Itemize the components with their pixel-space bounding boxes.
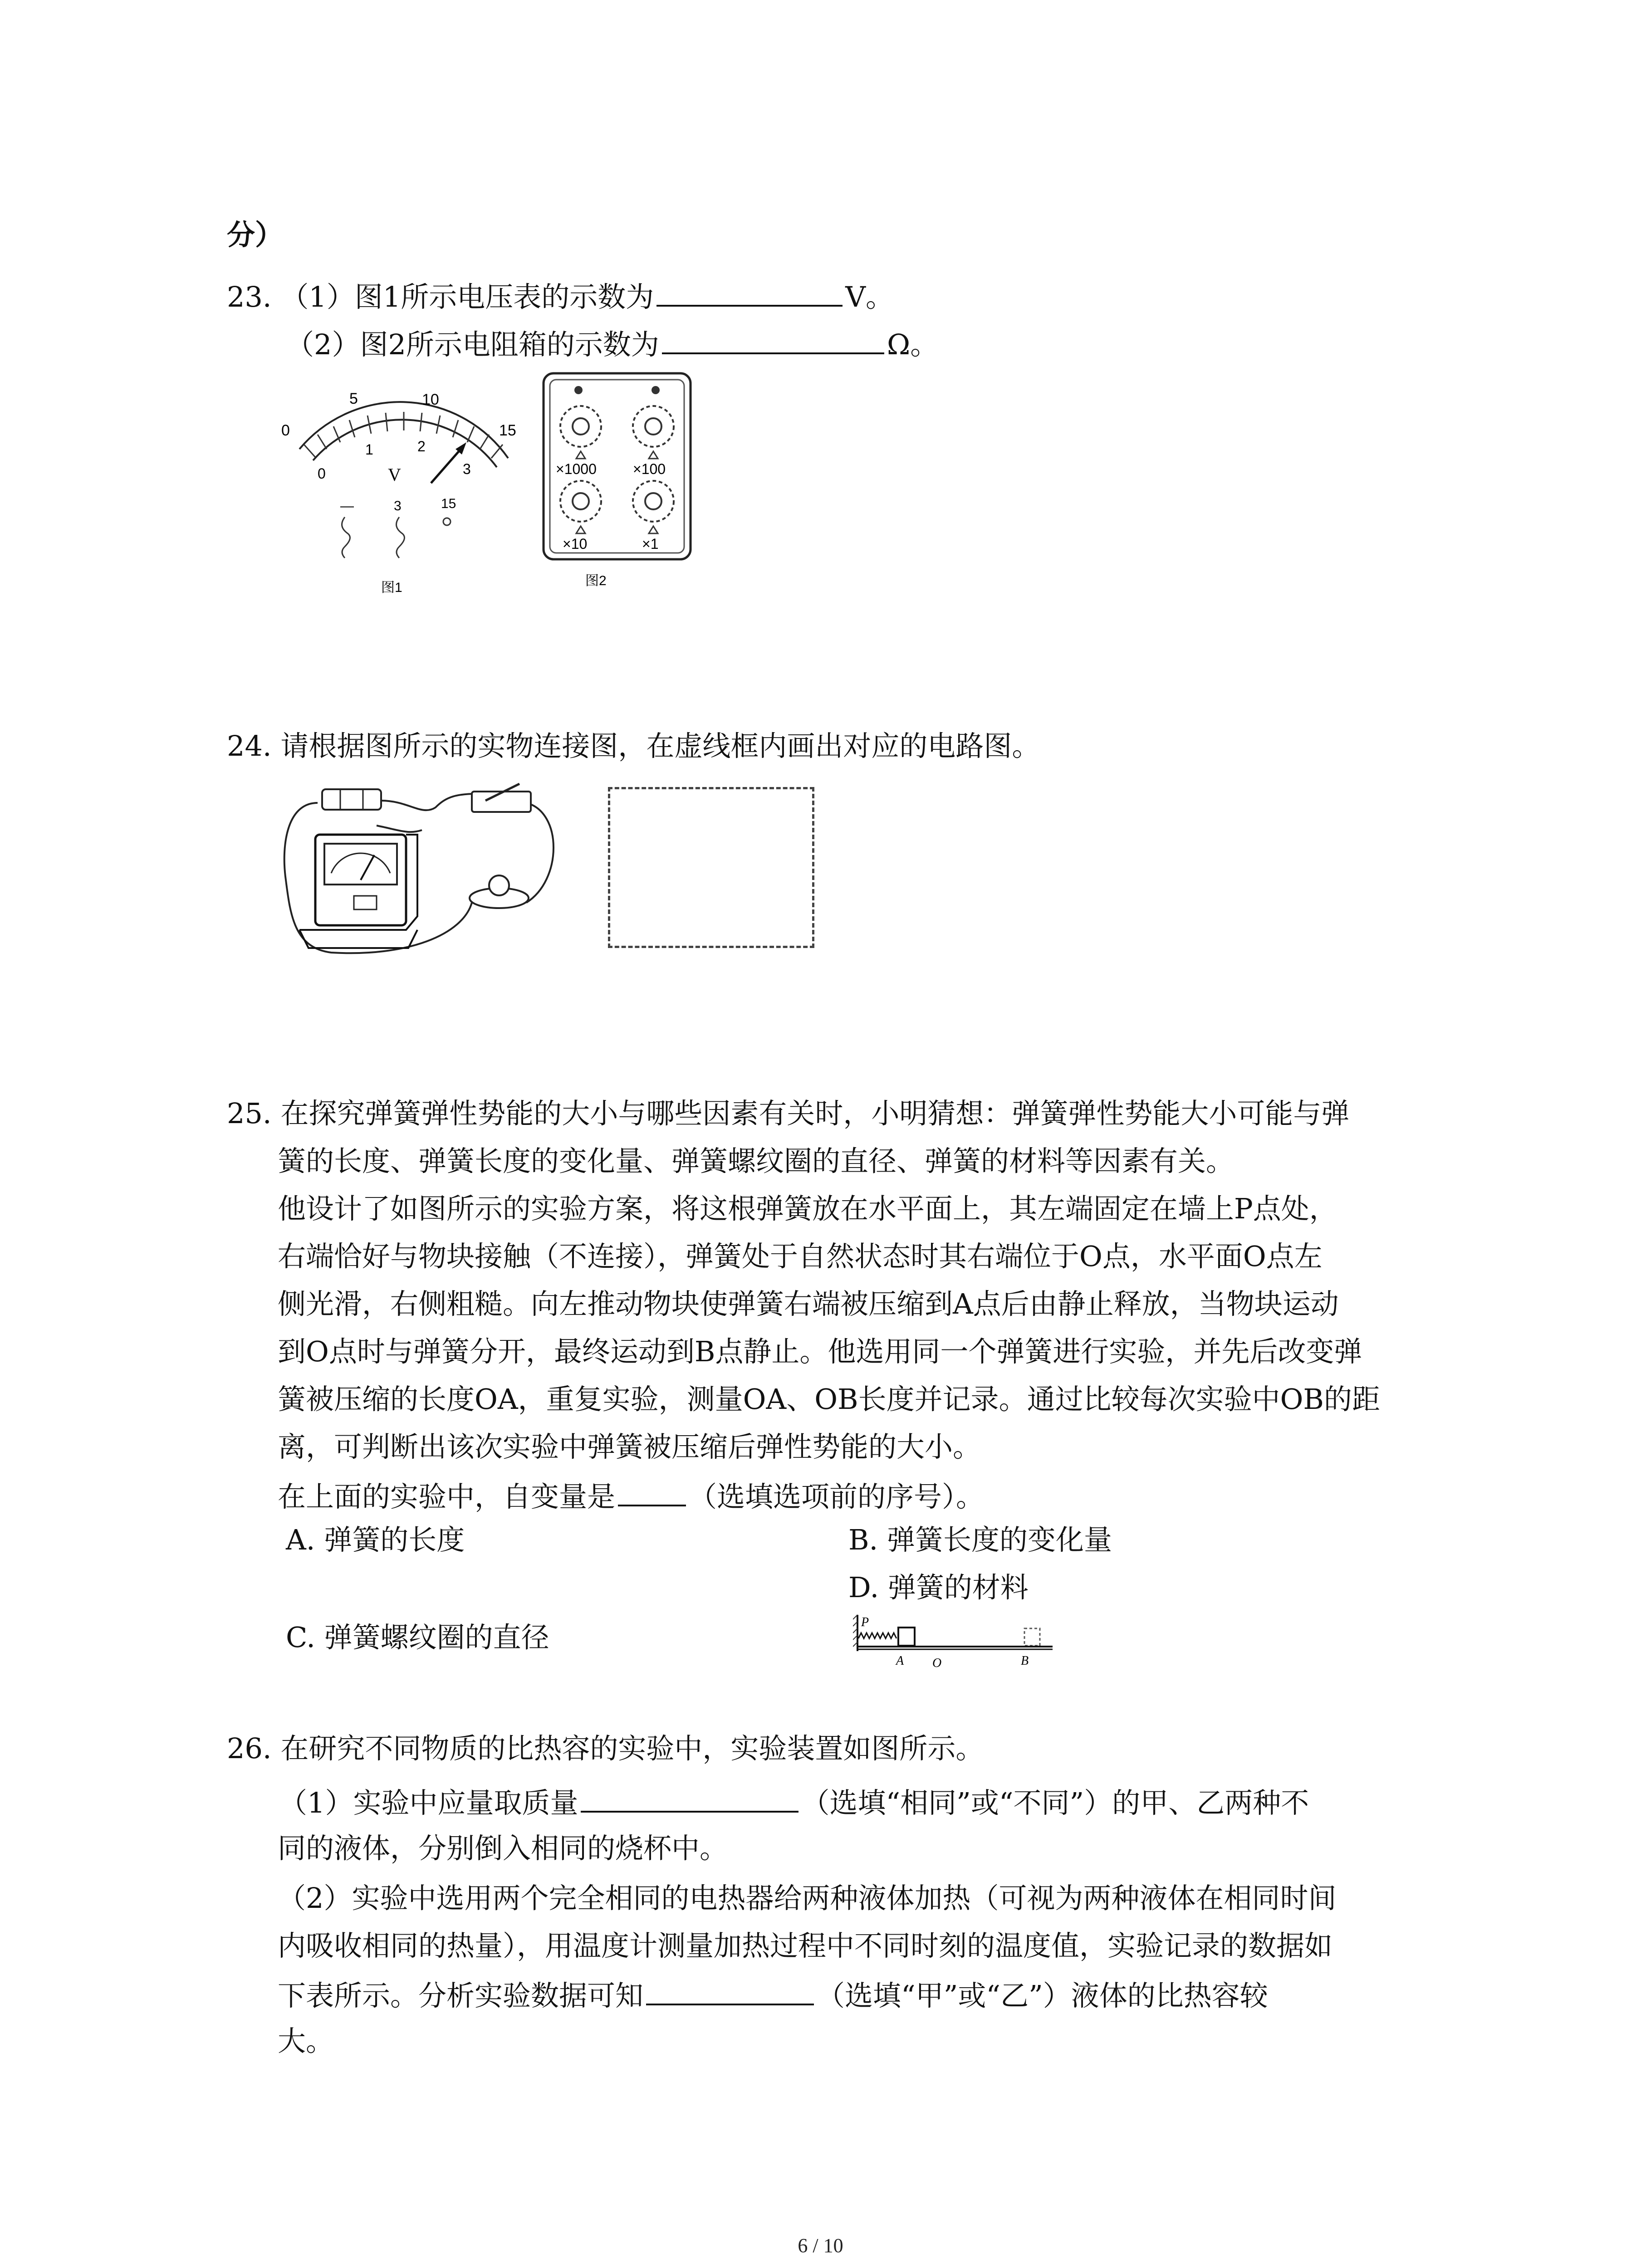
question-text: 侧光滑，右侧粗糙。向左推动物块使弹簧右端被压缩到A点后由静止释放，当物块运动 bbox=[278, 1287, 1339, 1320]
point-label: B bbox=[1021, 1654, 1029, 1668]
block-final-position bbox=[1024, 1628, 1040, 1646]
dial-multiplier: ×100 bbox=[633, 461, 666, 477]
terminal-label: 15 bbox=[441, 496, 456, 511]
scale-bottom-tick: 1 bbox=[365, 441, 373, 458]
question-number: 24. bbox=[227, 729, 272, 763]
question-23-line2 bbox=[286, 324, 938, 363]
spring bbox=[858, 1633, 896, 1638]
section-header-fragment: 分） bbox=[227, 218, 284, 251]
dial-multiplier: ×1000 bbox=[556, 461, 597, 477]
question-text: （2）实验中选用两个完全相同的电热器给两种液体加热（可视为两种液体在相同时间 bbox=[278, 1882, 1337, 1915]
question-text: 下表所示。分析实验数据可知 bbox=[278, 1979, 644, 2012]
scale-top-tick: 10 bbox=[422, 391, 439, 408]
page-number: 6 / 10 bbox=[798, 2234, 843, 2257]
question-24 bbox=[227, 728, 1040, 764]
question-26-part2-line3 bbox=[278, 1975, 1268, 2014]
option-b[interactable]: B. 弹簧长度的变化量 bbox=[848, 1523, 1112, 1556]
question-number: 23. bbox=[227, 280, 272, 313]
question-text: 在上面的实验中，自变量是 bbox=[278, 1480, 616, 1513]
terminal-label: 3 bbox=[394, 499, 402, 513]
figure-caption: 图1 bbox=[381, 580, 402, 595]
question-text: （1）图1所示电压表的示数为 bbox=[280, 280, 654, 313]
unit-label: V bbox=[388, 464, 401, 485]
scale-top-tick: 5 bbox=[349, 390, 358, 407]
question-text: （1）实验中应量取质量 bbox=[279, 1786, 578, 1819]
option-d[interactable]: D. 弹簧的材料 bbox=[848, 1571, 1029, 1604]
question-text: 到O点时与弹簧分开，最终运动到B点静止。他选用同一个弹簧进行实验，并先后改变弹 bbox=[278, 1335, 1362, 1368]
answer-blank[interactable] bbox=[662, 324, 884, 354]
question-text: 内吸收相同的热量），用温度计测量加热过程中不同时刻的温度值，实验记录的数据如 bbox=[278, 1929, 1333, 1962]
block bbox=[898, 1628, 915, 1646]
answer-blank[interactable] bbox=[656, 277, 843, 307]
question-text: 同的液体，分别倒入相同的烧杯中。 bbox=[278, 1832, 728, 1865]
point-label: O bbox=[932, 1656, 942, 1670]
question-text: 在探究弹簧弹性势能的大小与哪些因素有关时，小明猜想：弹簧弹性势能大小可能与弹 bbox=[280, 1097, 1350, 1130]
scale-bottom-tick: 3 bbox=[463, 461, 471, 477]
question-text: 簧被压缩的长度OA，重复实验，测量OA、OB长度并记录。通过比较每次实验中OB的距 bbox=[278, 1383, 1380, 1416]
question-text: 右端恰好与物块接触（不连接），弹簧处于自然状态时其右端位于O点，水平面O点左 bbox=[278, 1240, 1323, 1273]
point-label: A bbox=[896, 1654, 904, 1668]
spring-experiment-figure bbox=[853, 1610, 1062, 1678]
scale-bottom-tick: 0 bbox=[318, 465, 326, 482]
scale-top-tick: 15 bbox=[499, 422, 516, 439]
question-text: 请根据图所示的实物连接图，在虚线框内画出对应的电路图。 bbox=[280, 729, 1040, 763]
question-text: （选填选项前的序号）。 bbox=[689, 1480, 985, 1513]
option-a[interactable]: A. 弹簧的长度 bbox=[286, 1523, 465, 1556]
question-26-part1 bbox=[279, 1783, 1309, 1821]
option-c[interactable]: C. 弹簧螺纹圈的直径 bbox=[286, 1621, 549, 1654]
answer-blank[interactable] bbox=[646, 1975, 814, 2005]
question-25-prompt bbox=[278, 1476, 984, 1515]
point-label: P bbox=[861, 1615, 869, 1629]
question-text: 簧的长度、弹簧长度的变化量、弹簧螺纹圈的直径、弹簧的材料等因素有关。 bbox=[278, 1144, 1234, 1178]
answer-blank[interactable] bbox=[581, 1783, 798, 1813]
figure-caption: 图2 bbox=[585, 573, 607, 588]
circuit-photo-figure bbox=[272, 767, 581, 962]
unit-label: V。 bbox=[845, 280, 894, 313]
question-26 bbox=[227, 1730, 984, 1767]
question-number: 26. bbox=[227, 1732, 272, 1765]
answer-drawing-box[interactable] bbox=[608, 787, 814, 948]
question-text: 他设计了如图所示的实验方案，将这根弹簧放在水平面上，其左端固定在墙上P点处， bbox=[278, 1192, 1337, 1225]
dial-multiplier: ×1 bbox=[642, 536, 659, 552]
needle bbox=[431, 447, 463, 483]
terminal-label: — bbox=[340, 499, 354, 513]
answer-blank[interactable] bbox=[618, 1476, 686, 1506]
voltmeter-figure bbox=[272, 376, 526, 599]
question-text: （选填“相同”或“不同”）的甲、乙两种不 bbox=[801, 1786, 1309, 1819]
dial-multiplier: ×10 bbox=[563, 536, 588, 552]
question-text: 离，可判断出该次实验中弹簧被压缩后弹性势能的大小。 bbox=[278, 1430, 981, 1463]
question-text: （2）图2所示电阻箱的示数为 bbox=[286, 328, 659, 361]
scale-bottom-tick: 2 bbox=[417, 438, 426, 455]
unit-label: Ω。 bbox=[887, 328, 939, 361]
question-text: 在研究不同物质的比热容的实验中，实验装置如图所示。 bbox=[280, 1732, 984, 1765]
question-number: 25. bbox=[227, 1097, 272, 1130]
question-text: 大。 bbox=[278, 2024, 334, 2058]
resistance-box-figure bbox=[540, 370, 694, 592]
question-25-line1 bbox=[227, 1095, 1349, 1132]
question-text: （选填“甲”或“乙”）液体的比热容较 bbox=[817, 1979, 1268, 2012]
scale-top-tick: 0 bbox=[281, 422, 290, 439]
question-23-line1 bbox=[227, 277, 894, 315]
